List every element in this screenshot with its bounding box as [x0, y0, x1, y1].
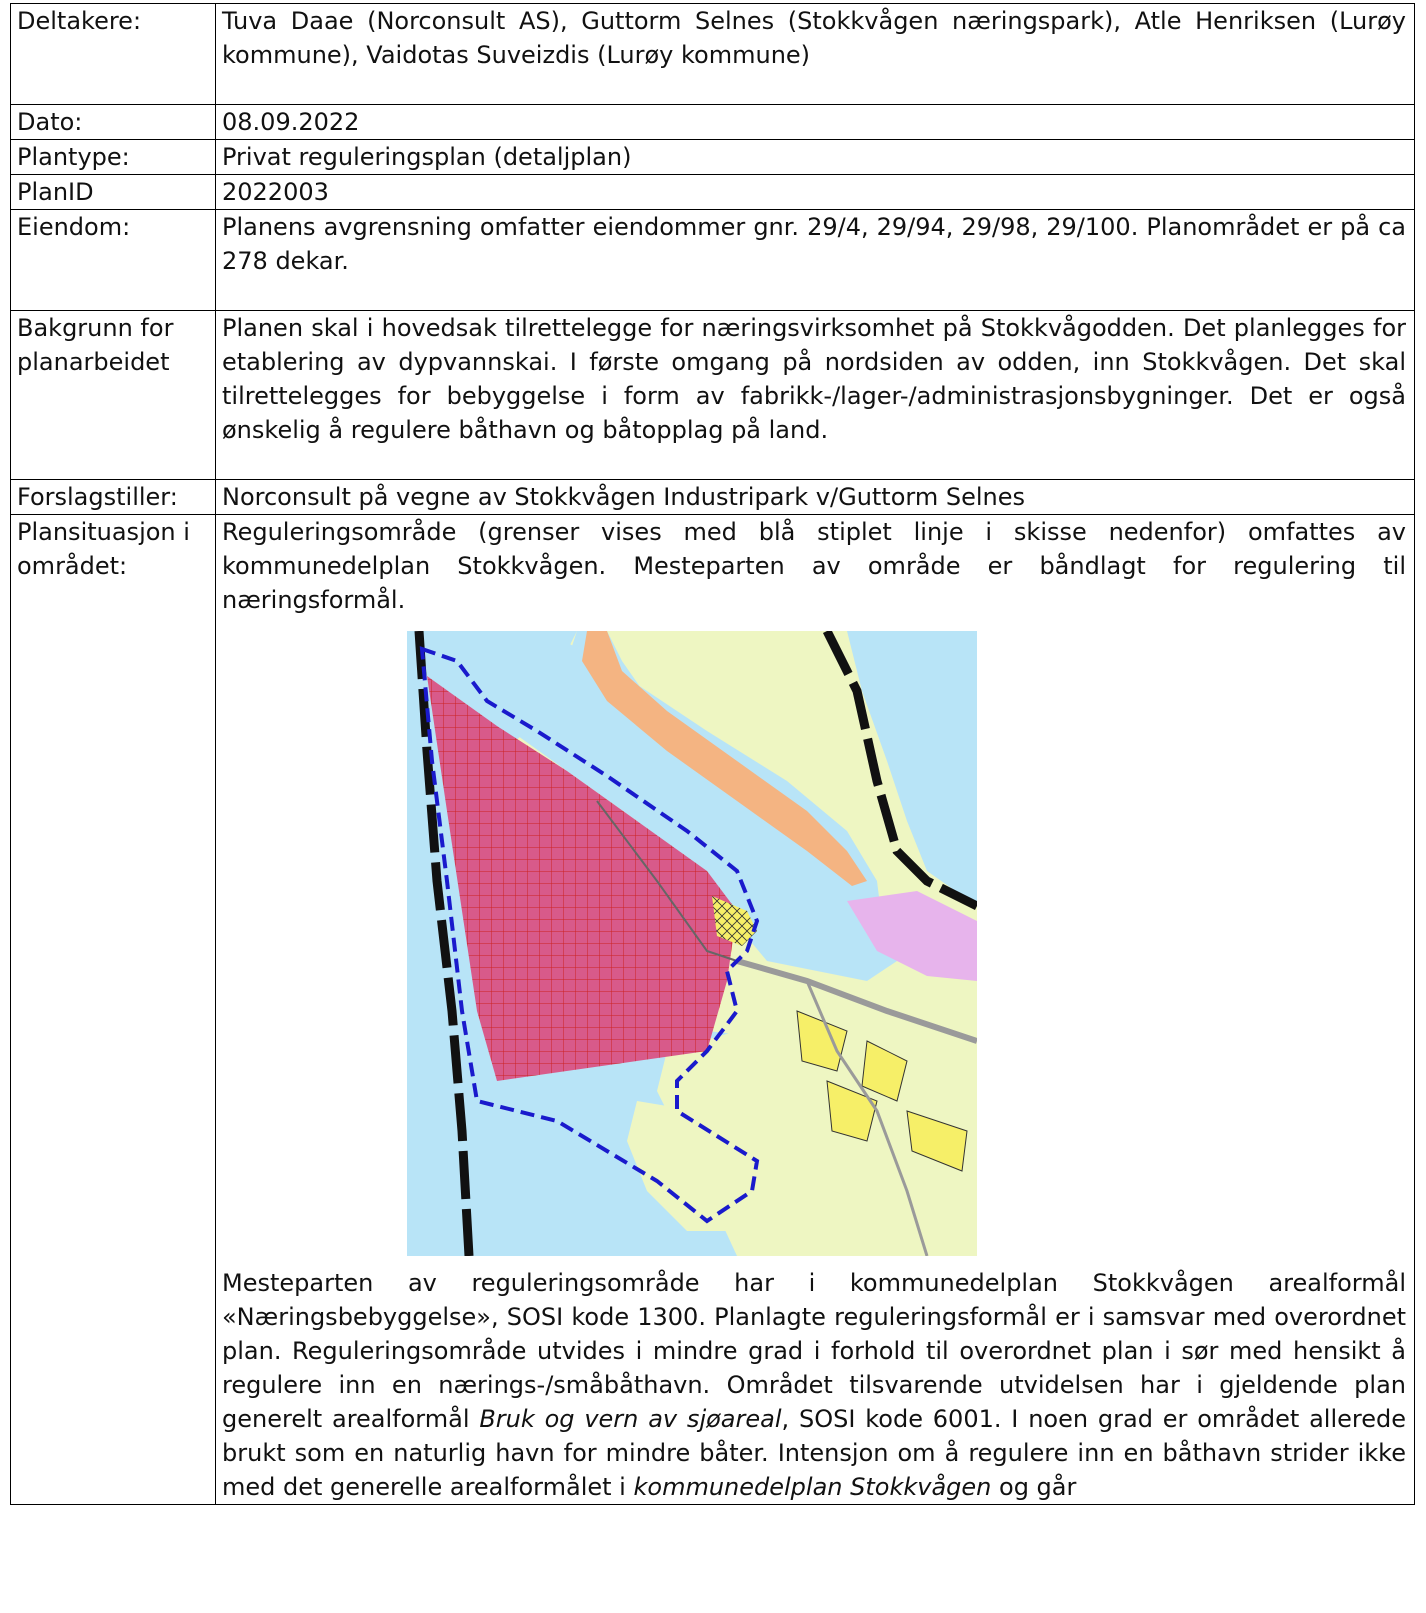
body-emphasis-1: Bruk og vern av sjøareal — [479, 1405, 782, 1433]
value-plantype: Privat reguleringsplan (detaljplan) — [216, 140, 1415, 175]
meeting-info-table — [10, 3, 1415, 1505]
value-plansituasjon — [216, 515, 1415, 1505]
value-dato: 08.09.2022 — [216, 105, 1415, 140]
plan-map — [407, 631, 977, 1256]
body-part-c: og går — [991, 1473, 1077, 1501]
plan-map-figure — [222, 631, 1406, 1256]
body-part-a: Mesteparten av reguleringsområde har i kommunedelplan Stokkvågen arealformål «Næringsbebyggelse», SOSI kode 1300. Planlagte reguleringsformål er i samsvar med overordnet plan. Reguleringsområde utvides i mindre grad i forhold til overordnet plan i sør med hensikt å regulere inn en nærings-/småbåthavn. Området tilsvarende utvidelsen har i gjeldende plan generelt arealformål — [222, 1269, 1406, 1433]
label-deltakere: Deltakere: — [11, 4, 216, 105]
row-forslagstiller — [11, 480, 1415, 515]
label-eiendom: Eiendom: — [11, 210, 216, 311]
body-emphasis-2: kommunedelplan Stokkvågen — [633, 1473, 992, 1501]
value-bakgrunn — [216, 311, 1415, 480]
body-part-b: , SOSI kode 6001. I noen grad er området allerede brukt som en naturlig havn for mindre båter. Intensjon om å regulere inn en båthavn strider ikke med det generelle arealformålet i — [222, 1405, 1407, 1501]
plansituasjon-body — [222, 1266, 1406, 1504]
value-planid: 2022003 — [216, 175, 1415, 210]
row-dato — [11, 105, 1415, 140]
eiendom-text: Planens avgrensning omfatter eiendommer gnr. 29/4, 29/94, 29/98, 29/100. Planområdet er på ca 278 dekar. — [222, 213, 1406, 275]
row-eiendom — [11, 210, 1415, 311]
row-bakgrunn — [11, 311, 1415, 480]
label-plantype: Plantype: — [11, 140, 216, 175]
row-plantype — [11, 140, 1415, 175]
row-planid — [11, 175, 1415, 210]
bakgrunn-text: Planen skal i hovedsak tilrettelegge for næringsvirksomhet på Stokkvågodden. Det planlegges for etablering av dypvannskai. I første omgang på nordsiden av odden, inn Stokkvågen. Det skal tilrettelegges for bebyggelse i form av fabrikk-/lager-/administrasjonsbygninger. Det er også ønskelig å regulere båthavn og båtopplag på land. — [222, 314, 1406, 444]
value-forslagstiller: Norconsult på vegne av Stokkvågen Industripark v/Guttorm Selnes — [216, 480, 1415, 515]
deltakere-text: Tuva Daae (Norconsult AS), Guttorm Selnes (Stokkvågen næringspark), Atle Henriksen (Lurøy kommune), Vaidotas Suveizdis (Lurøy kommune) — [222, 7, 1406, 69]
label-planid: PlanID — [11, 175, 216, 210]
label-bakgrunn: Bakgrunn for planarbeidet — [11, 311, 216, 480]
label-plansituasjon: Plansituasjon i området: — [11, 515, 216, 1505]
row-plansituasjon — [11, 515, 1415, 1505]
value-eiendom — [216, 210, 1415, 311]
label-dato: Dato: — [11, 105, 216, 140]
plansituasjon-intro: Reguleringsområde (grenser vises med blå stiplet linje i skisse nedenfor) omfattes av kommunedelplan Stokkvågen. Mesteparten av område er båndlagt for regulering til næringsformål. — [222, 518, 1406, 614]
label-forslagstiller: Forslagstiller: — [11, 480, 216, 515]
row-deltakere — [11, 4, 1415, 105]
value-deltakere — [216, 4, 1415, 105]
